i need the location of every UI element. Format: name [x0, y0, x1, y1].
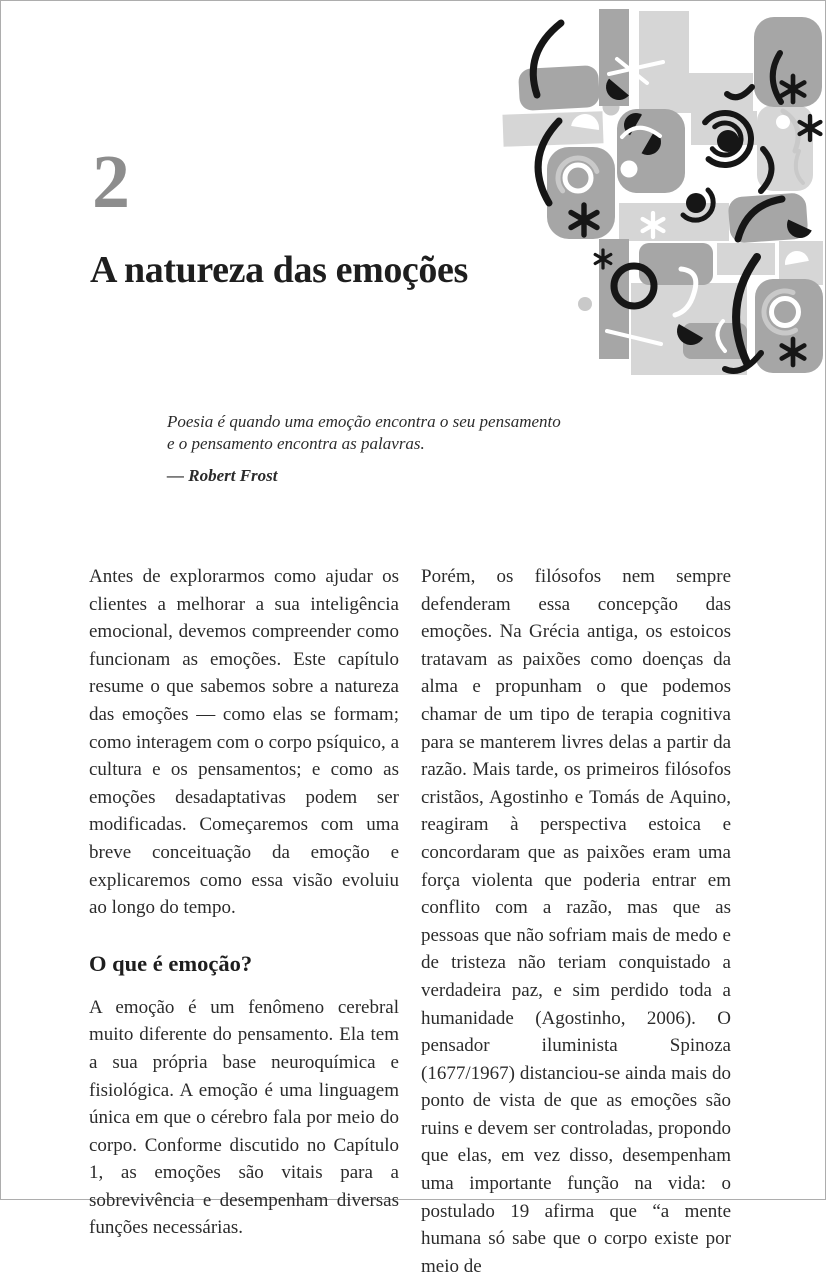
right-column: [421, 563, 731, 1280]
section-heading-what-is-emotion: O que é emoção?: [89, 950, 253, 976]
epigraph-attribution: — Robert Frost: [167, 466, 278, 485]
chapter-number: 2: [92, 140, 130, 224]
left-column: [89, 563, 399, 1280]
body-columns: [89, 563, 731, 1280]
epigraph-line-2: e o pensamento encontra as palavras.: [167, 434, 425, 453]
epigraph: [167, 411, 567, 487]
epigraph-line-1: Poesia é quando uma emoção encontra o seu pensamento: [167, 412, 561, 431]
chapter-title: A natureza das emoções: [90, 249, 468, 291]
paragraph-intro: Antes de explorarmos como ajudar os clientes a melhorar a sua inteligência emocional, devemos compreender como funcionam as emoções. Este capítulo resume o que sabemos sobre a natureza das emoções — como elas se formam; como interagem com o corpo psíquico, a cultura e os pensamentos; e como as emoções desadaptativas podem ser modificadas. Começaremos com uma breve conceituação da emoção e explicaremos como essa visão evoluiu ao longo do tempo.: [89, 566, 399, 919]
chapter-artwork-abstract-collage: [495, 1, 825, 381]
paragraph-emotion-definition: A emoção é um fenômeno cerebral muito diferente do pensamento. Ela tem a sua própria base neuroquímica e fisiológica. A emoção é uma linguagem única em que o cérebro fala por meio do corpo. Conforme discutido no Capítulo 1, as emoções são vitais para a sobrevivência e desempenham diversas funções necessárias.: [89, 996, 399, 1239]
paragraph-philosophers: Porém, os filósofos nem sempre defenderam essa concepção das emoções. Na Grécia antiga, os estoicos tratavam as paixões como doenças da alma e propunham o que podemos chamar de um tipo de terapia cognitiva para se manterem livres delas a partir da razão. Mais tarde, os primeiros filósofos cristãos, Agostinho e Tomás de Aquino, reagiram à perspectiva estoica e concordaram que as paixões eram uma força violenta que poderia entrar em conflito com a razão, mas que as pessoas que não sofriam mais de medo e de tristeza não teriam conquistado a verdadeira paz, e sim perdido toda a humanidade (Agostinho, 2006). O pensador iluminista Spinoza (1677/1967) distanciou-se ainda mais do ponto de vista de que as emoções são ruins e devem ser controladas, propondo que elas, em vez disso, desempenham uma importante função na vida: o postulado 19 afirma que “a mente humana só sabe que o corpo existe por meio de: [421, 566, 731, 1277]
